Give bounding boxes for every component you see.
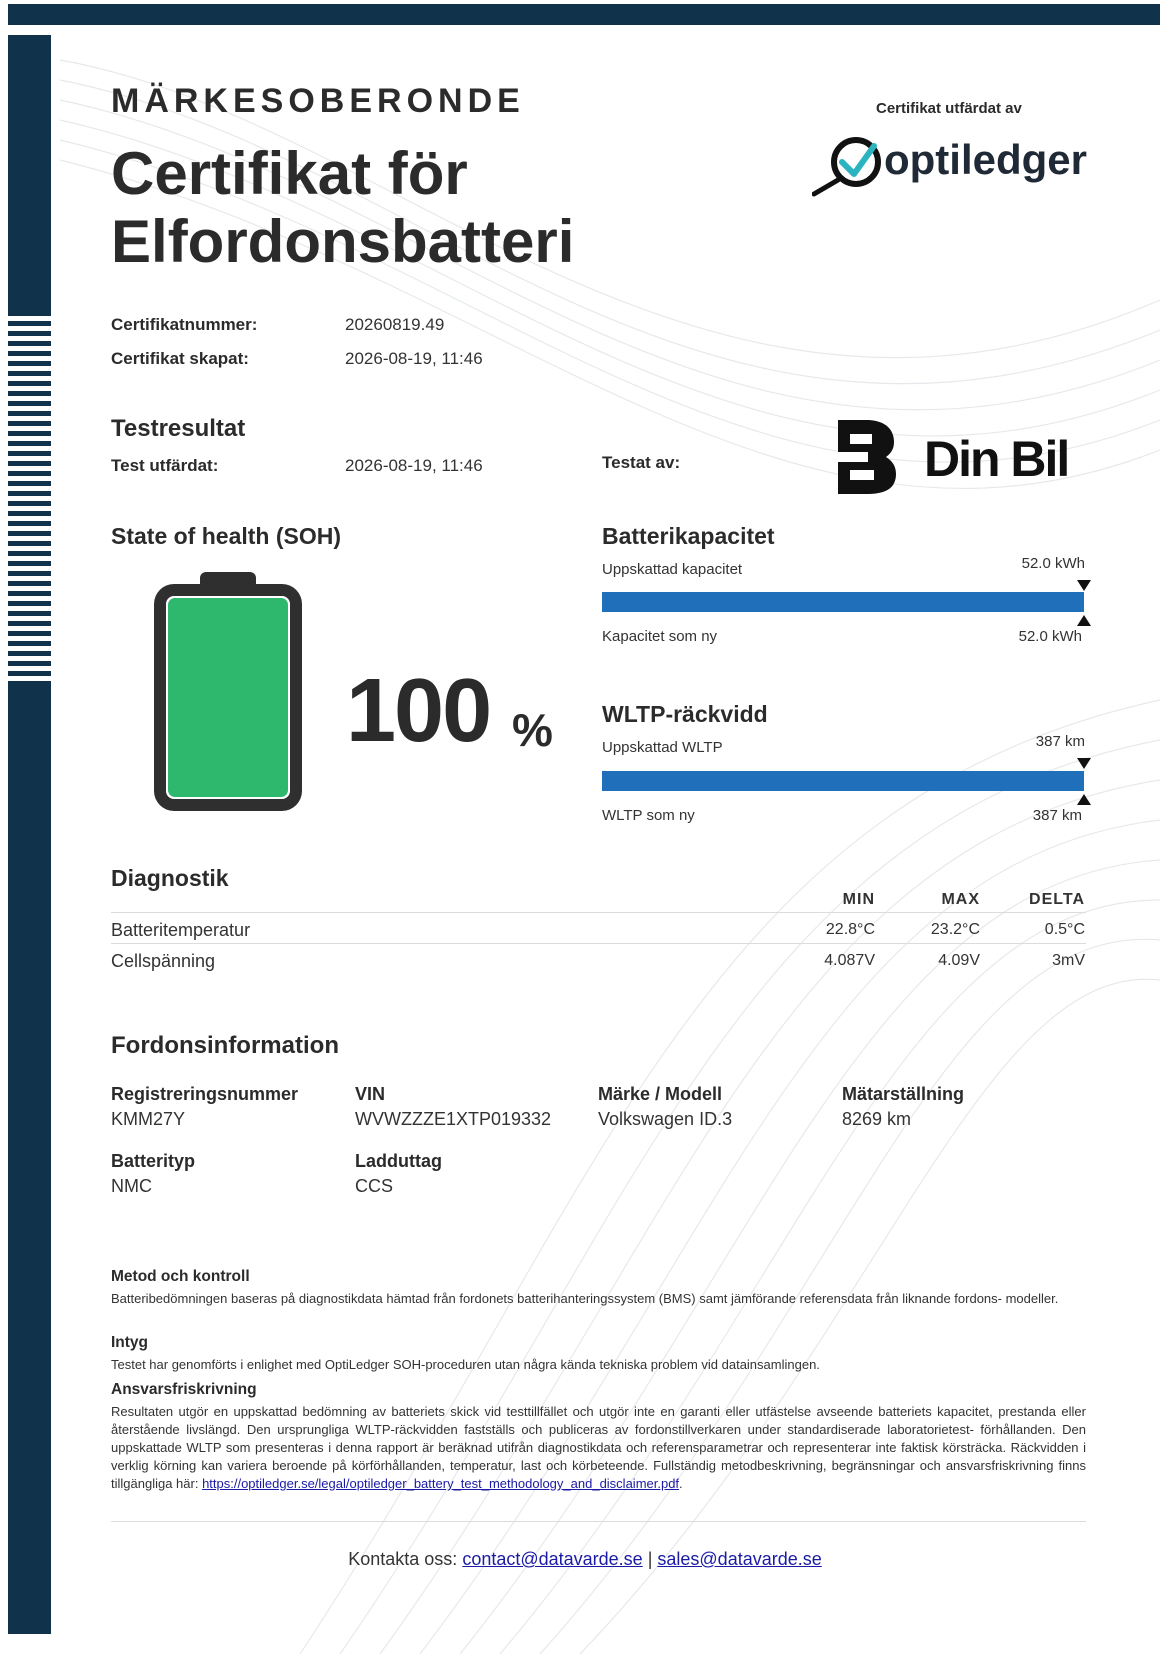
soh-unit: % [512,704,553,756]
capacity-bar-track [602,592,1084,612]
footer-rule [111,1521,1086,1522]
diag-row-label: Cellspänning [111,951,216,971]
capacity-heading: Batterikapacitet [602,523,775,549]
kicker: MÄRKESOBERONDE [111,82,525,120]
disclaimer-heading: Ansvarsfriskrivning [111,1381,257,1398]
test-issued-value: 2026-08-19, 11:46 [345,456,483,475]
side-bar-stripes [8,311,51,681]
disclaimer-body: Resultaten utgör en uppskattad bedömning av batteriets skick vid testtillfället och utgör inte en garanti eller utfästelse avseende batteriets kapacitet, prestanda eller återstående livslängd. Den ursprungliga WLTP-räckvidden fastställs och publiceras av fordonstillverkaren under standardiserade laboratorietest- förhållanden. Den uppskattade WLTP som presenteras i denna rapport är beräknad utifrån diagnostikdata och referensparametrar och representerar inte faktisk körsträcka. Räckvidden i verklig körning kan variera beroende på körförhållanden, temperatur, last och körbeteende. Fullständig metodbeskrivning, begränsningar och ansvarsfriskrivning finns tillgängliga här: [111,1404,1086,1491]
battery-level-fill [168,598,288,797]
wltp-estimated-value: 387 km [1035,733,1085,750]
vehicle-field-value: Volkswagen ID.3 [598,1109,733,1129]
capacity-new-label: Kapacitet som ny [602,628,718,645]
capacity-estimated-marker [1077,580,1091,591]
vehicle-field-label: Märke / Modell [598,1084,723,1104]
disclaimer-link[interactable]: https://optiledger.se/legal/optiledger_battery_test_methodology_and_disclaimer.pdf [202,1476,680,1491]
contact-separator: | [642,1549,658,1569]
diag-col-max: MAX [941,891,980,908]
test-heading: Testresultat [111,415,246,442]
diag-row-min: 4.087V [824,952,875,969]
capacity-estimated-value: 52.0 kWh [1021,555,1085,572]
vehicle-field-label: Ladduttag [355,1151,442,1171]
capacity-new-value: 52.0 kWh [1018,628,1082,645]
vehicle-heading: Fordonsinformation [111,1032,339,1059]
vehicle-field-value: WVWZZZE1XTP019332 [355,1109,552,1129]
wltp-estimated-marker [1077,758,1091,769]
vehicle-field-value: NMC [111,1176,152,1196]
top-bar [8,4,1160,25]
wltp-bar-track [602,771,1084,791]
vehicle-field-label: Mätarställning [842,1084,965,1104]
vehicle-field-label: VIN [355,1084,386,1104]
attest-heading: Intyg [111,1334,149,1351]
wltp-new-marker [1077,794,1091,805]
contact-prefix: Kontakta oss: [348,1549,463,1569]
din-bil-logo [836,418,1086,496]
cert-number-value: 20260819.49 [345,315,445,334]
method-heading: Metod och kontroll [111,1268,250,1285]
diag-col-min: MIN [842,891,875,908]
contact-email-link[interactable]: contact@datavarde.se [462,1549,643,1569]
diag-row-label: Batteritemperatur [111,920,251,940]
attest-text: Testet har genomförts i enlighet med OptiLedger SOH-proceduren utan några kända tekniska problem vid datainsamlingen. [111,1357,820,1372]
wltp-new-value: 387 km [1032,807,1082,824]
diag-row-delta: 0.5°C [1044,921,1085,938]
battery-icon [150,570,306,815]
diag-row-max: 23.2°C [930,921,980,938]
diag-rule-mid [111,943,1086,944]
diagnostics-heading: Diagnostik [111,865,229,891]
wltp-estimated-label: Uppskattad WLTP [602,739,723,756]
optiledger-logo [812,132,1092,202]
method-text: Batteribedömningen baseras på diagnostikdata hämtad från fordonets batterihanteringssystem (BMS) samt jämförande referensdata från liknande fordons- modeller. [111,1291,1059,1306]
contact-line [0,1549,1170,1570]
cert-number-label: Certifikatnummer: [111,315,258,334]
capacity-estimated-label: Uppskattad kapacitet [602,561,743,578]
din-bil-logo-text: Din Bil [924,431,1069,487]
vehicle-field-value: KMM27Y [111,1109,186,1129]
cert-created-label: Certifikat skapat: [111,349,249,368]
capacity-new-marker [1077,615,1091,626]
wltp-heading: WLTP-räckvidd [602,701,768,727]
page-title: Certifikat för Elfordonsbatteri [111,140,575,275]
soh-value: 100 [346,661,491,761]
test-issued-label: Test utfärdat: [111,456,219,475]
optiledger-logo-text: optiledger [884,136,1088,183]
sales-email-link[interactable]: sales@datavarde.se [657,1549,822,1569]
wltp-new-label: WLTP som ny [602,807,695,824]
issued-by-label: Certifikat utfärdat av [876,100,1022,117]
vehicle-field-label: Batterityp [111,1151,196,1171]
wltp-bar-fill [602,771,1084,791]
diag-row-max: 4.09V [938,952,980,969]
vehicle-field-label: Registreringsnummer [111,1084,299,1104]
diag-row-delta: 3mV [1052,952,1085,969]
vehicle-field-value: 8269 km [842,1109,912,1129]
disclaimer-end: . [679,1476,683,1491]
tested-by-label: Testat av: [602,453,681,472]
side-bar [8,35,51,1634]
cert-created-value: 2026-08-19, 11:46 [345,349,483,368]
diag-col-delta: DELTA [1029,891,1085,908]
diag-row-min: 22.8°C [825,921,875,938]
soh-heading: State of health (SOH) [111,523,342,549]
vehicle-field-value: CCS [355,1176,394,1196]
capacity-bar-fill [602,592,1084,612]
diag-rule-top [111,912,1086,913]
disclaimer-text [111,1403,1086,1493]
